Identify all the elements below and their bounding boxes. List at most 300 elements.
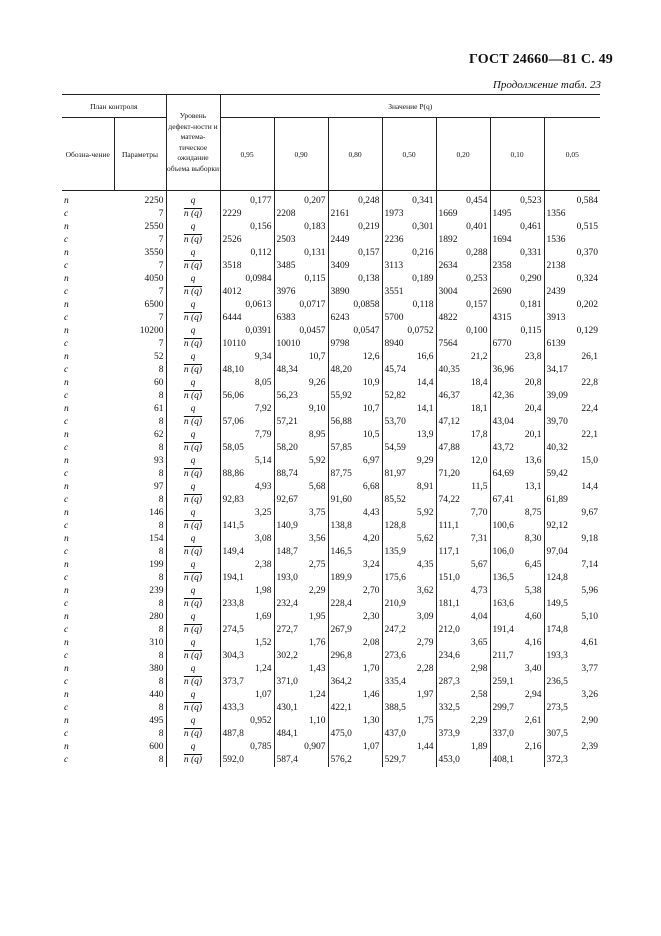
row-param: 2550 — [144, 222, 164, 232]
row-value: 0,219 — [328, 221, 382, 234]
row-value: 2634 — [436, 260, 490, 273]
row-value: 138,8 — [328, 520, 382, 533]
row-value: 1,24 — [220, 663, 274, 676]
row-designation: c — [64, 521, 69, 531]
row-level: q — [166, 273, 220, 286]
row-value: 14,4 — [544, 481, 600, 494]
row-value: 304,3 — [220, 650, 274, 663]
row-designation: n — [64, 586, 69, 596]
row-value: 0,331 — [490, 247, 544, 260]
row-value: 8,91 — [382, 481, 436, 494]
row-value: 58,05 — [220, 442, 274, 455]
row-value: 163,6 — [490, 598, 544, 611]
row-param: 60 — [154, 378, 164, 388]
row-value: 1,30 — [328, 715, 382, 728]
row-param: 7 — [158, 287, 164, 297]
row-level — [166, 390, 220, 403]
table-row — [62, 572, 600, 585]
row-value: 9,10 — [274, 403, 328, 416]
row-value: 15,0 — [544, 455, 600, 468]
header-prob: 0,10 — [490, 118, 544, 191]
row-value: 1892 — [436, 234, 490, 247]
row-value: 3,08 — [220, 533, 274, 546]
table-row — [62, 663, 600, 676]
row-value: 58,20 — [274, 442, 328, 455]
table-row — [62, 624, 600, 637]
row-value: 0,157 — [328, 247, 382, 260]
row-param: 3550 — [144, 248, 164, 258]
row-param: 8 — [158, 521, 164, 531]
row-value: 12,6 — [328, 351, 382, 364]
row-param: 6500 — [144, 300, 164, 310]
row-value: 6,97 — [328, 455, 382, 468]
row-value: 2,29 — [274, 585, 328, 598]
row-param: 380 — [149, 664, 164, 674]
row-value: 136,5 — [490, 572, 544, 585]
row-value: 48,20 — [328, 364, 382, 377]
row-value: 53,70 — [382, 416, 436, 429]
row-value: 4,20 — [328, 533, 382, 546]
row-value: 12,0 — [436, 455, 490, 468]
table-row — [62, 325, 600, 338]
row-value: 0,584 — [544, 191, 600, 209]
row-value: 7564 — [436, 338, 490, 351]
row-value: 4,04 — [436, 611, 490, 624]
row-value: 3409 — [328, 260, 382, 273]
table-body — [62, 191, 600, 768]
row-designation: c — [64, 209, 69, 219]
row-value: 48,10 — [220, 364, 274, 377]
row-param: 8 — [158, 495, 164, 505]
row-designation: n — [64, 456, 69, 466]
row-designation: c — [64, 443, 69, 453]
row-param: 8 — [158, 703, 164, 713]
row-designation: n — [64, 404, 69, 414]
row-value: 3,09 — [382, 611, 436, 624]
row-value: 592,0 — [220, 754, 274, 767]
row-value: 2,28 — [382, 663, 436, 676]
row-value: 228,4 — [328, 598, 382, 611]
row-value: 175,6 — [382, 572, 436, 585]
table-row — [62, 520, 600, 533]
row-value: 2,39 — [544, 741, 600, 754]
row-value: 0,461 — [490, 221, 544, 234]
row-param: 154 — [149, 534, 164, 544]
row-designation: n — [64, 248, 69, 258]
row-value: 48,34 — [274, 364, 328, 377]
row-value: 3976 — [274, 286, 328, 299]
row-value: 0,157 — [436, 299, 490, 312]
row-value: 2449 — [328, 234, 382, 247]
row-value: 3,40 — [490, 663, 544, 676]
row-value: 42,36 — [490, 390, 544, 403]
header-level: Уровень дефект-ности и матема-тическое ожидание объема выборки — [166, 95, 220, 191]
row-level: q — [166, 325, 220, 338]
row-value: 6770 — [490, 338, 544, 351]
row-value: 259,1 — [490, 676, 544, 689]
row-value: 40,32 — [544, 442, 600, 455]
level-text: n (q) — [183, 729, 203, 739]
row-value: 4,73 — [436, 585, 490, 598]
row-designation: c — [64, 287, 69, 297]
level-text: n (q) — [183, 417, 203, 427]
row-level — [166, 624, 220, 637]
row-designation: n — [64, 690, 69, 700]
row-value: 9,67 — [544, 507, 600, 520]
level-text: n (q) — [183, 703, 203, 713]
table-row — [62, 429, 600, 442]
row-value: 0,248 — [328, 191, 382, 209]
row-value: 10,7 — [328, 403, 382, 416]
row-value: 9,18 — [544, 533, 600, 546]
row-value: 23,8 — [490, 351, 544, 364]
row-value: 0,207 — [274, 191, 328, 209]
table-row — [62, 715, 600, 728]
row-value: 3,65 — [436, 637, 490, 650]
row-value: 0,112 — [220, 247, 274, 260]
row-designation: c — [64, 729, 69, 739]
row-value: 9,29 — [382, 455, 436, 468]
level-text: n (q) — [183, 235, 203, 245]
row-param: 61 — [154, 404, 164, 414]
row-value: 5,96 — [544, 585, 600, 598]
table-row — [62, 533, 600, 546]
row-value: 191,4 — [490, 624, 544, 637]
row-value: 5,62 — [382, 533, 436, 546]
row-value: 1,69 — [220, 611, 274, 624]
row-value: 2690 — [490, 286, 544, 299]
row-designation: c — [64, 235, 69, 245]
row-value: 3,62 — [382, 585, 436, 598]
row-value: 2,61 — [490, 715, 544, 728]
row-param: 97 — [154, 482, 164, 492]
table-row — [62, 507, 600, 520]
row-value: 135,9 — [382, 546, 436, 559]
row-value: 0,216 — [382, 247, 436, 260]
row-value: 57,21 — [274, 416, 328, 429]
row-value: 146,5 — [328, 546, 382, 559]
row-level: q — [166, 689, 220, 702]
row-designation: c — [64, 755, 69, 765]
header-value: Значение P(q) — [220, 95, 600, 118]
row-level — [166, 702, 220, 715]
row-designation: c — [64, 651, 69, 661]
row-level: q — [166, 559, 220, 572]
row-value: 91,60 — [328, 494, 382, 507]
row-level: q — [166, 715, 220, 728]
row-value: 1,98 — [220, 585, 274, 598]
row-value: 193,3 — [544, 650, 600, 663]
row-value: 45,74 — [382, 364, 436, 377]
row-value: 212,0 — [436, 624, 490, 637]
row-designation: c — [64, 313, 69, 323]
row-value: 2503 — [274, 234, 328, 247]
table-row — [62, 754, 600, 767]
row-value: 236,5 — [544, 676, 600, 689]
row-value: 13,9 — [382, 429, 436, 442]
row-value: 2,29 — [436, 715, 490, 728]
row-value: 0,0752 — [382, 325, 436, 338]
row-value: 1,97 — [382, 689, 436, 702]
row-value: 16,6 — [382, 351, 436, 364]
row-value: 4,43 — [328, 507, 382, 520]
row-value: 10,9 — [328, 377, 382, 390]
row-designation: n — [64, 482, 69, 492]
row-value: 7,70 — [436, 507, 490, 520]
row-value: 4315 — [490, 312, 544, 325]
header-plan: План контроля — [62, 95, 166, 118]
row-value: 5,38 — [490, 585, 544, 598]
row-value: 3913 — [544, 312, 600, 325]
row-value: 14,1 — [382, 403, 436, 416]
row-value: 0,454 — [436, 191, 490, 209]
row-value: 2358 — [490, 260, 544, 273]
row-value: 1,10 — [274, 715, 328, 728]
level-text: n (q) — [183, 209, 203, 219]
row-value: 100,6 — [490, 520, 544, 533]
row-value: 3551 — [382, 286, 436, 299]
row-value: 117,1 — [436, 546, 490, 559]
row-value: 529,7 — [382, 754, 436, 767]
row-value: 0,100 — [436, 325, 490, 338]
row-value: 189,9 — [328, 572, 382, 585]
row-level — [166, 494, 220, 507]
row-value: 487,8 — [220, 728, 274, 741]
row-value: 9,26 — [274, 377, 328, 390]
level-text: n (q) — [183, 547, 203, 557]
row-designation: n — [64, 430, 69, 440]
row-value: 74,22 — [436, 494, 490, 507]
header-params: Параметры — [114, 118, 166, 191]
row-value: 97,04 — [544, 546, 600, 559]
row-value: 22,1 — [544, 429, 600, 442]
row-param: 440 — [149, 690, 164, 700]
row-value: 2526 — [220, 234, 274, 247]
table-row — [62, 559, 600, 572]
row-param: 8 — [158, 677, 164, 687]
row-value: 194,1 — [220, 572, 274, 585]
row-value: 287,3 — [436, 676, 490, 689]
row-value: 128,8 — [382, 520, 436, 533]
row-value: 6444 — [220, 312, 274, 325]
row-value: 2138 — [544, 260, 600, 273]
row-param: 495 — [149, 716, 164, 726]
row-value: 6,45 — [490, 559, 544, 572]
row-value: 124,8 — [544, 572, 600, 585]
row-designation: n — [64, 508, 69, 518]
row-value: 0,907 — [274, 741, 328, 754]
row-value: 373,9 — [436, 728, 490, 741]
row-designation: c — [64, 677, 69, 687]
row-designation: c — [64, 495, 69, 505]
row-param: 7 — [158, 339, 164, 349]
row-value: 22,8 — [544, 377, 600, 390]
row-level: q — [166, 663, 220, 676]
row-value: 57,85 — [328, 442, 382, 455]
row-param: 93 — [154, 456, 164, 466]
table-row — [62, 286, 600, 299]
row-level: q — [166, 585, 220, 598]
row-value: 9,34 — [220, 351, 274, 364]
level-text: n (q) — [183, 365, 203, 375]
row-value: 149,5 — [544, 598, 600, 611]
row-level: q — [166, 429, 220, 442]
row-level: q — [166, 377, 220, 390]
row-value: 0,138 — [328, 273, 382, 286]
row-value: 273,5 — [544, 702, 600, 715]
row-value: 4012 — [220, 286, 274, 299]
row-value: 56,88 — [328, 416, 382, 429]
table-row — [62, 273, 600, 286]
row-level — [166, 468, 220, 481]
row-value: 0,129 — [544, 325, 600, 338]
row-value: 2236 — [382, 234, 436, 247]
row-level — [166, 416, 220, 429]
row-value: 2439 — [544, 286, 600, 299]
row-param: 8 — [158, 755, 164, 765]
row-level — [166, 676, 220, 689]
page-header: ГОСТ 24660—81 С. 49 — [469, 52, 613, 67]
row-value: 2,30 — [328, 611, 382, 624]
row-value: 1,89 — [436, 741, 490, 754]
row-value: 3,25 — [220, 507, 274, 520]
row-value: 10010 — [274, 338, 328, 351]
table-row — [62, 611, 600, 624]
row-value: 2208 — [274, 208, 328, 221]
row-value: 0,202 — [544, 299, 600, 312]
row-value: 43,04 — [490, 416, 544, 429]
table-row — [62, 650, 600, 663]
row-value: 6383 — [274, 312, 328, 325]
row-value: 6243 — [328, 312, 382, 325]
level-text: n (q) — [183, 573, 203, 583]
row-value: 46,37 — [436, 390, 490, 403]
table-row — [62, 546, 600, 559]
row-value: 247,2 — [382, 624, 436, 637]
row-value: 2,90 — [544, 715, 600, 728]
row-value: 56,06 — [220, 390, 274, 403]
row-value: 20,8 — [490, 377, 544, 390]
table-row — [62, 689, 600, 702]
row-value: 0,0858 — [328, 299, 382, 312]
row-value: 234,6 — [436, 650, 490, 663]
row-value: 5,10 — [544, 611, 600, 624]
row-value: 20,4 — [490, 403, 544, 416]
row-value: 484,1 — [274, 728, 328, 741]
row-value: 4,16 — [490, 637, 544, 650]
row-param: 310 — [149, 638, 164, 648]
row-value: 81,97 — [382, 468, 436, 481]
row-designation: n — [64, 300, 69, 310]
row-value: 1,24 — [274, 689, 328, 702]
row-param: 8 — [158, 547, 164, 557]
row-param: 52 — [154, 352, 164, 362]
row-value: 422,1 — [328, 702, 382, 715]
row-designation: c — [64, 339, 69, 349]
row-designation: c — [64, 625, 69, 635]
row-value: 54,59 — [382, 442, 436, 455]
row-value: 2,79 — [382, 637, 436, 650]
row-level — [166, 364, 220, 377]
row-value: 47,88 — [436, 442, 490, 455]
row-value: 0,324 — [544, 273, 600, 286]
row-value: 0,785 — [220, 741, 274, 754]
row-param: 600 — [149, 742, 164, 752]
row-value: 1,76 — [274, 637, 328, 650]
row-level: q — [166, 191, 220, 209]
row-value: 7,31 — [436, 533, 490, 546]
table-row — [62, 637, 600, 650]
row-value: 274,5 — [220, 624, 274, 637]
row-value: 0,341 — [382, 191, 436, 209]
row-value: 10,5 — [328, 429, 382, 442]
row-value: 3,26 — [544, 689, 600, 702]
row-value: 64,69 — [490, 468, 544, 481]
row-value: 211,7 — [490, 650, 544, 663]
row-value: 106,0 — [490, 546, 544, 559]
row-value: 2,58 — [436, 689, 490, 702]
row-value: 0,189 — [382, 273, 436, 286]
row-value: 2,70 — [328, 585, 382, 598]
row-value: 335,4 — [382, 676, 436, 689]
level-text: n (q) — [183, 443, 203, 453]
row-value: 47,12 — [436, 416, 490, 429]
table-row — [62, 741, 600, 754]
header-prob: 0,05 — [544, 118, 600, 191]
row-value: 337,0 — [490, 728, 544, 741]
row-value: 1669 — [436, 208, 490, 221]
table-row — [62, 338, 600, 351]
row-designation: n — [64, 196, 69, 206]
row-designation: c — [64, 547, 69, 557]
row-value: 437,0 — [382, 728, 436, 741]
table-continuation-label: Продолжение табл. 23 — [492, 79, 601, 91]
level-text: n (q) — [183, 287, 203, 297]
row-value: 1,44 — [382, 741, 436, 754]
row-value: 56,23 — [274, 390, 328, 403]
row-param: 7 — [158, 209, 164, 219]
row-value: 8,75 — [490, 507, 544, 520]
row-level: q — [166, 221, 220, 234]
row-param: 8 — [158, 599, 164, 609]
row-value: 1356 — [544, 208, 600, 221]
row-value: 10,7 — [274, 351, 328, 364]
table-row — [62, 442, 600, 455]
row-designation: n — [64, 612, 69, 622]
header-prob: 0,20 — [436, 118, 490, 191]
row-value: 4,61 — [544, 637, 600, 650]
row-value: 233,8 — [220, 598, 274, 611]
row-value: 0,290 — [490, 273, 544, 286]
row-level: q — [166, 351, 220, 364]
row-level — [166, 728, 220, 741]
row-value: 39,70 — [544, 416, 600, 429]
table-row — [62, 481, 600, 494]
row-level — [166, 442, 220, 455]
row-value: 193,0 — [274, 572, 328, 585]
row-value: 576,2 — [328, 754, 382, 767]
row-value: 5700 — [382, 312, 436, 325]
row-value: 2,98 — [436, 663, 490, 676]
header-prob: 0,80 — [328, 118, 382, 191]
row-value: 92,83 — [220, 494, 274, 507]
row-value: 57,06 — [220, 416, 274, 429]
row-designation: c — [64, 599, 69, 609]
row-value: 1973 — [382, 208, 436, 221]
row-param: 8 — [158, 651, 164, 661]
row-value: 0,952 — [220, 715, 274, 728]
row-value: 3890 — [328, 286, 382, 299]
